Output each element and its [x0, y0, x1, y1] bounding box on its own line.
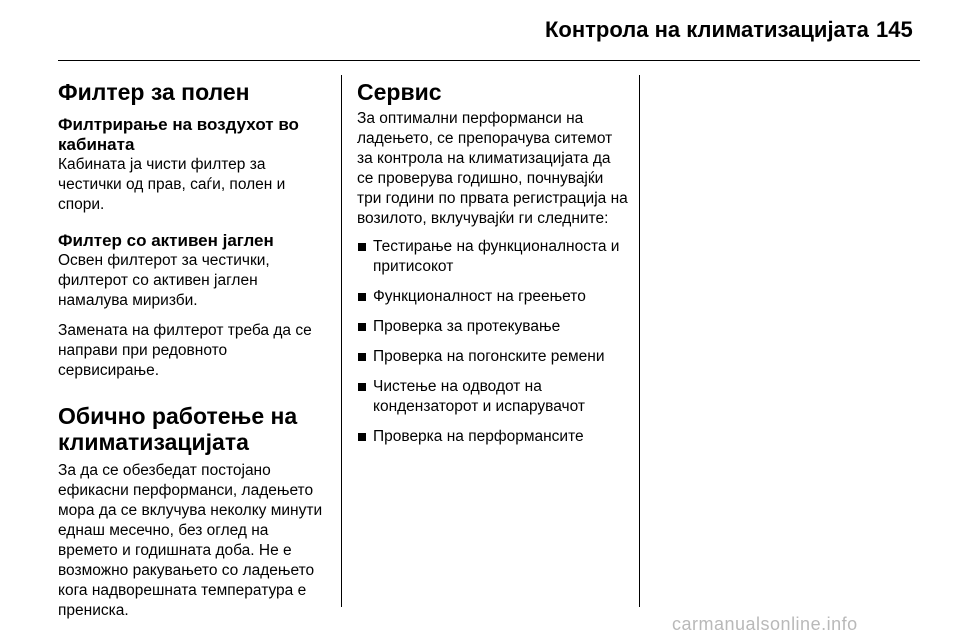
square-bullet-icon [358, 433, 366, 441]
regular-operation-text: За да се обезбедат постојано ефикасни перформанси, ладењето мора да се вклучува неколку минути еднаш месечно, без оглед на времето и годишната доба. Не е возможно ракувањето со ладењето кога надворешната температура е прениска. [58, 462, 323, 619]
subsection-title-cabin-air-filtration: Филтрирање на воздухот во кабината [58, 115, 299, 154]
header-rule [58, 60, 920, 61]
section-title-service: Сервис [357, 79, 442, 105]
carbon-filter-text: Освен филтерот за честички, филтерот со активен јаглен намалува миризби. [58, 252, 270, 309]
square-bullet-icon [358, 383, 366, 391]
square-bullet-icon [358, 323, 366, 331]
service-checklist [357, 237, 629, 447]
section-title-regular-operation: Обично работење на климатизацијата [58, 403, 298, 455]
watermark-text: carmanualsonline.info [672, 614, 858, 634]
service-intro-text: За оптимални перформанси на ладењето, се препорачува ситемот за контрола на климатизацијата да се проверува годишно, почнувајќи три години по првата регистрација на возилото, вклучувајќи ги следните: [357, 110, 628, 227]
list-item: Проверка на перформансите [357, 427, 629, 447]
list-item: Тестирање на функционалноста и притисокот [357, 237, 629, 277]
column-divider-left [341, 75, 342, 607]
subsection-title-activated-carbon-filter: Филтер со активен јаглен [58, 231, 274, 250]
cabin-filter-text: Кабината ја чисти филтер за честички од прав, саѓи, полен и спори. [58, 156, 286, 213]
list-item: Функционалност на греењето [357, 287, 629, 307]
filter-replacement-text: Замената на филтерот треба да се направи при редовното сервисирање. [58, 322, 312, 379]
page-number: 145 [876, 17, 913, 42]
square-bullet-icon [358, 243, 366, 251]
list-item: Проверка на погонските ремени [357, 347, 629, 367]
list-item: Чистење на одводот на кондензаторот и испарувачот [357, 377, 629, 417]
square-bullet-icon [358, 293, 366, 301]
section-title-pollen-filter: Филтер за полен [58, 79, 250, 105]
square-bullet-icon [358, 353, 366, 361]
column-divider-right [639, 75, 640, 607]
page-header-title: Контрола на климатизацијата [545, 17, 869, 42]
list-item: Проверка за протекување [357, 317, 629, 337]
left-column [58, 75, 328, 621]
right-column [357, 75, 629, 457]
